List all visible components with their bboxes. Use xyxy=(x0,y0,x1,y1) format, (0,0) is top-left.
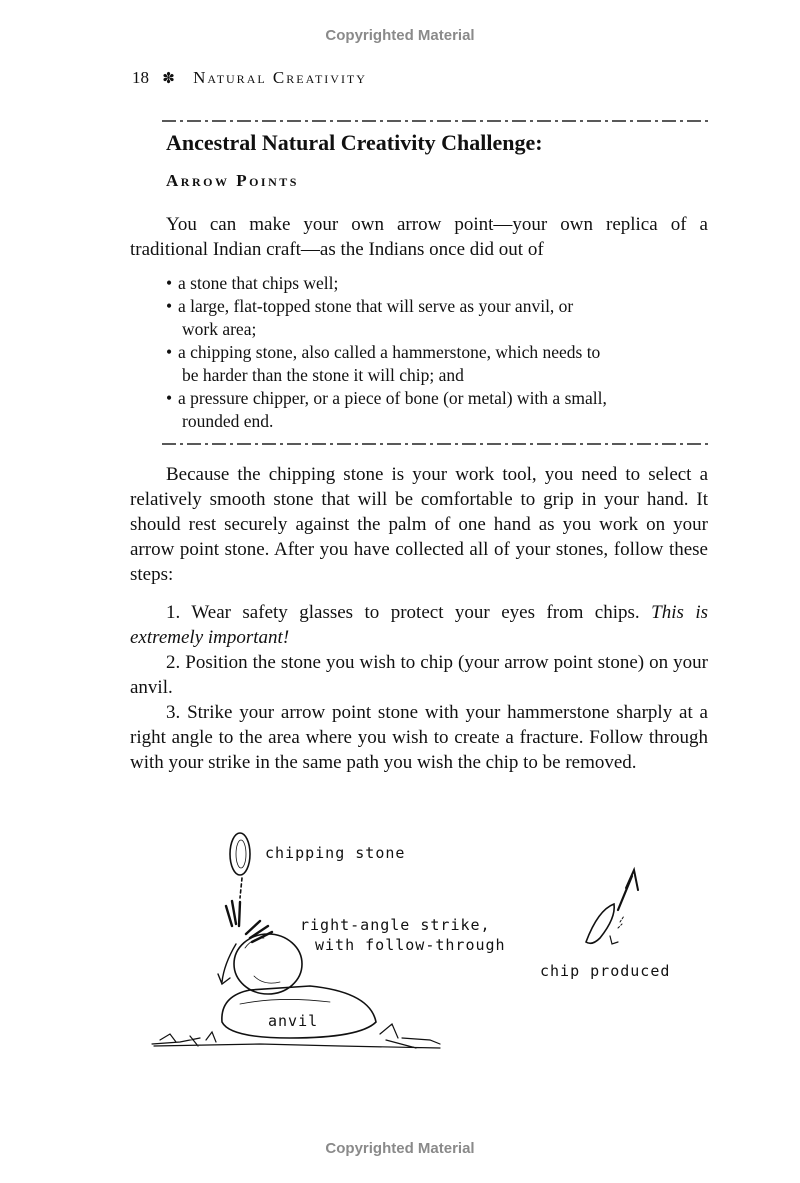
bullet-icon: • xyxy=(166,342,173,362)
list-item-text: a pressure chipper, or a piece of bone (or metal) with a small, xyxy=(178,388,607,408)
bullet-icon: • xyxy=(166,273,173,293)
step-text: 1. Wear safety glasses to protect your eyes from chips. xyxy=(166,602,652,623)
label-chip-produced: chip produced xyxy=(540,962,671,980)
step-3 xyxy=(130,700,708,775)
copyright-notice-top: Copyrighted Material xyxy=(325,27,475,44)
box-top-rule xyxy=(162,118,710,124)
label-strike-line-2: with follow-through xyxy=(315,936,506,954)
body-paragraph: Because the chipping stone is your work tool, you need to select a relatively smooth stone that will be comfortable to grip in your hand. It should rest securely against the palm of one hand as you work on your arrow point stone. After you have collected all of your stones, follow these steps: xyxy=(130,464,708,585)
list-item xyxy=(162,272,702,295)
copyright-notice-bottom: Copyrighted Material xyxy=(325,1140,475,1157)
list-item-text: a stone that chips well; xyxy=(178,273,339,293)
list-item xyxy=(162,387,702,433)
page-number: 18 xyxy=(132,68,149,87)
arrow-point-illustration xyxy=(140,826,700,1076)
label-chipping-stone: chipping stone xyxy=(265,844,406,862)
bullet-icon: • xyxy=(166,296,173,316)
label-strike-line-1: right-angle strike, xyxy=(300,916,491,934)
box-intro: You can make your own arrow point—your own replica of a traditional Indian craft—as the Indians once did out of xyxy=(130,214,708,260)
ornament-icon: ✽ xyxy=(162,71,176,87)
box-subtitle: Arrow Points xyxy=(166,171,299,190)
list-item xyxy=(162,341,702,387)
bullet-icon: • xyxy=(166,388,173,408)
box-title: Ancestral Natural Creativity Challenge: xyxy=(166,130,543,155)
running-head-title: Natural Creativity xyxy=(193,68,367,87)
list-item-continuation: be harder than the stone it will chip; and xyxy=(182,365,464,385)
list-item-text: a large, flat-topped stone that will serve as your anvil, or xyxy=(178,296,574,316)
step-1 xyxy=(130,600,708,650)
running-head xyxy=(132,68,367,88)
steps-list xyxy=(130,600,708,775)
box-bottom-rule xyxy=(162,441,710,447)
step-text: 3. Strike your arrow point stone with your hammerstone sharply at a right angle to the area where you wish to create a fracture. Follow through with your strike in the same path you wish the chip to be removed. xyxy=(130,702,708,773)
arrow-point-stone-drawing xyxy=(234,934,302,994)
list-item xyxy=(162,295,702,341)
materials-list xyxy=(162,272,702,433)
label-anvil: anvil xyxy=(268,1012,319,1030)
list-item-continuation: work area; xyxy=(182,319,257,339)
list-item-text: a chipping stone, also called a hammerstone, which needs to xyxy=(178,342,601,362)
step-emphasis: This is extremely important! xyxy=(130,602,708,648)
step-text: 2. Position the stone you wish to chip (your arrow point stone) on your anvil. xyxy=(130,652,708,698)
step-2 xyxy=(130,650,708,700)
list-item-continuation: rounded end. xyxy=(182,411,274,431)
chipping-stone-drawing xyxy=(230,833,250,875)
